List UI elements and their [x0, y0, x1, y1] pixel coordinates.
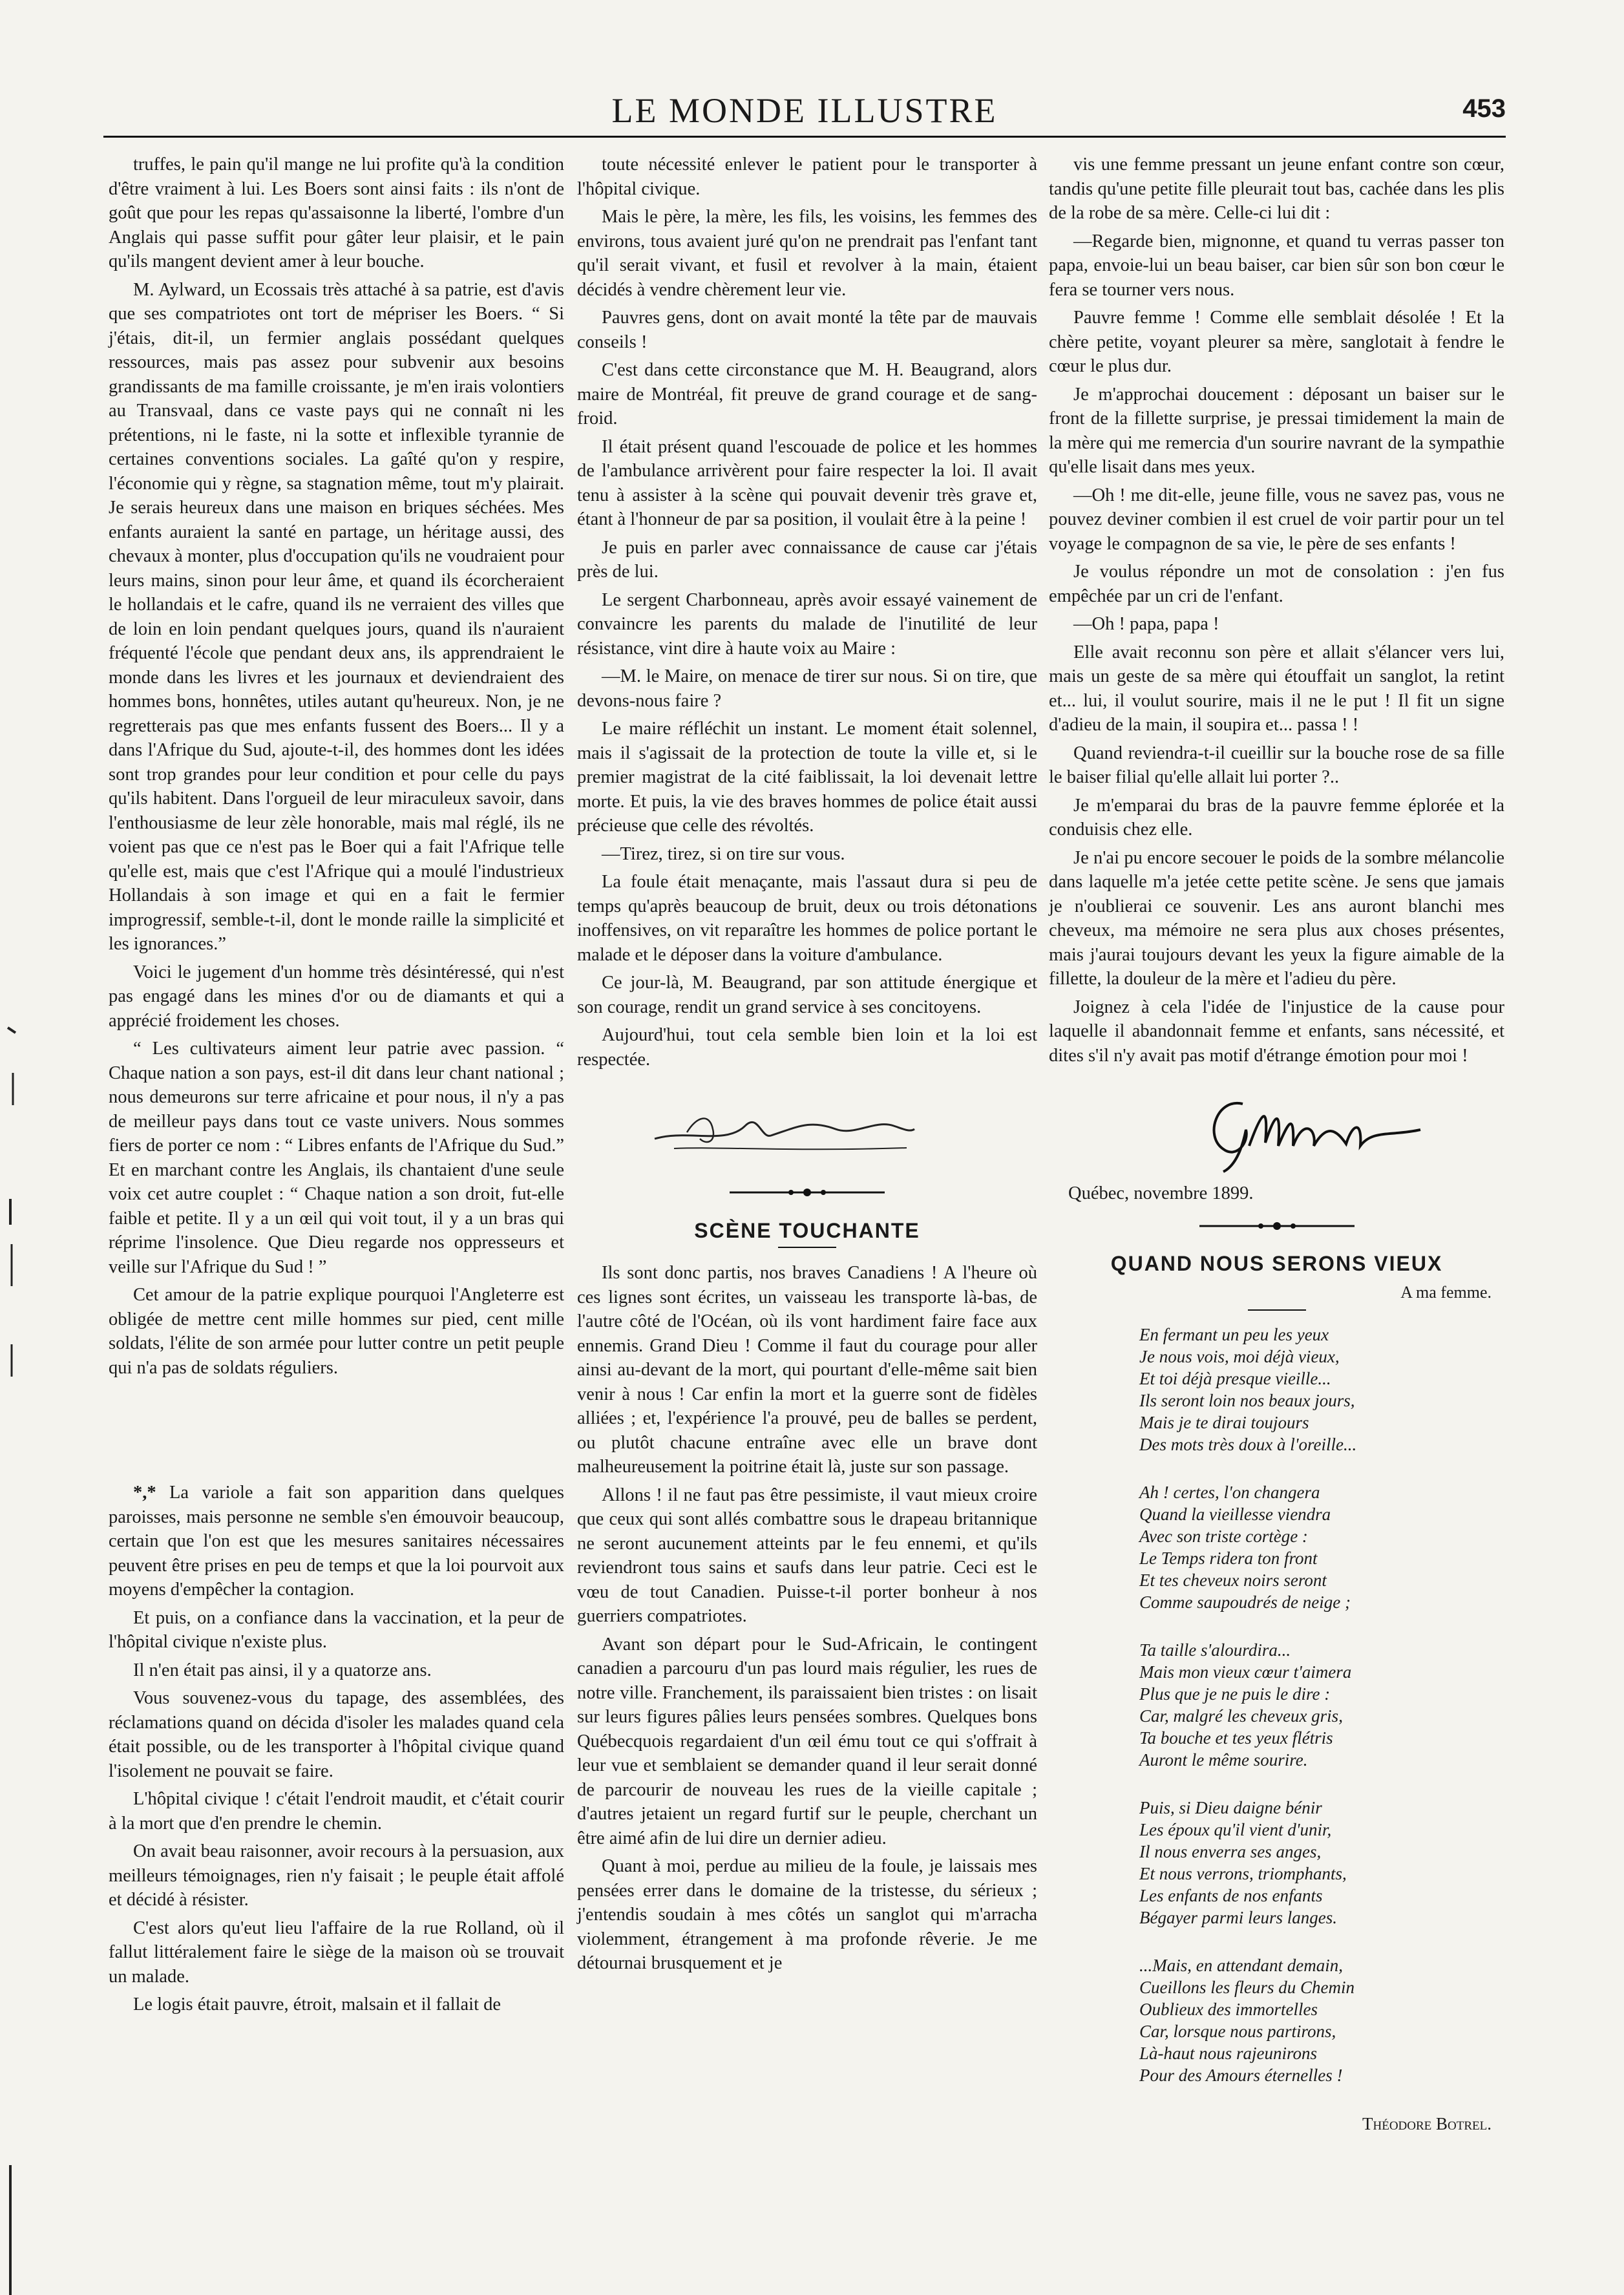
paragraph: Cet amour de la patrie explique pourquoi l'Angleterre est obligée de mettre cent mille hommes sur pied, cent mille soldats, l'élite de son armée pour lutter contre un petit peuple qui n'a pas de soldats réguliers. [109, 1285, 564, 1378]
paragraph: Le sergent Charbonneau, après avoir essayé vainement de convaincre les parents du malade de l'inutilité de leur résistance, vint dire à haute voix au Maire : [577, 589, 1037, 659]
poem-line: Et nous verrons, triomphants, [1139, 1864, 1347, 1883]
paragraph: Voici le jugement d'un homme très désintéressé, qui n'est pas engagé dans les mines d'or ou de diamants et qui a apprécié froidement les choses. [109, 962, 564, 1031]
handwritten-signature-icon [648, 1094, 920, 1165]
poem-author: Théodore Botrel. [1362, 2114, 1492, 2133]
column-1-article [109, 153, 564, 1380]
paragraph: Pauvres gens, dont on avait monté la tête par de mauvais conseils ! [577, 308, 1037, 352]
paragraph: Le maire réfléchit un instant. Le moment était solennel, mais il s'agissait de la protection de toute la ville et, si le premier magistrat de la cité faiblissait, la loi devenait lettre morte. Et puis, la vie des braves hommes de police était aussi précieuse que celle des révoltés. [577, 719, 1037, 836]
poem-stanza [1139, 1481, 1504, 1613]
paragraph: Quand reviendra-t-il cueillir sur la bouche rose de sa fille le baiser filial qu'elle allait lui porter ?.. [1049, 743, 1504, 787]
title-underline [778, 1247, 836, 1248]
poem-line: Ils seront loin nos beaux jours, [1139, 1391, 1355, 1410]
poem-line: Ah ! certes, l'on changera [1139, 1483, 1320, 1502]
paragraph: vis une femme pressant un jeune enfant contre son cœur, tandis qu'une petite fille pleurait tout bas, cachée dans les plis de la robe de sa mère. Celle-ci lui dit : [1049, 154, 1504, 223]
poem-line: Oublieux des immortelles [1139, 2000, 1318, 2019]
paragraph: L'hôpital civique ! c'était l'endroit maudit, et c'était courir à la mort que d'en prendre le chemin. [109, 1789, 564, 1834]
paragraph: “ Les cultivateurs aiment leur patrie avec passion. “ Chaque nation a son pays, est-il dit dans leur chant national ; nous demeurons sur terre africaine et pour nous, il n'y a pas de meilleur pays dans tout ce vaste univers. Nous sommes fiers de porter ce nom : “ Libres enfants de l'Afrique du Sud.” Et en marchant contre les Anglais, ils chantaient d'une seule voix cet autre couplet : “ Chaque nation a son droit, fut-elle faible et petite. Il y a un œil qui voit tout, il y a un bras qui réprime l'insolence. Que Dieu regarde nos oppresseurs et veille sur l'Afrique du Sud ! ” [109, 1039, 564, 1277]
poem-line: Le Temps ridera ton front [1139, 1549, 1318, 1568]
column-2 [577, 153, 1037, 1980]
poem-line: Puis, si Dieu daigne bénir [1139, 1798, 1322, 1817]
paragraph: Vous souvenez-vous du tapage, des assemblées, des réclamations quand on décida d'isoler les malades quand cela était possible, ou de les transporter à l'hôpital civique quand l'isolement ne pouvait se faire. [109, 1688, 564, 1781]
poem-line: Les époux qu'il vient d'unir, [1139, 1820, 1332, 1839]
paragraph: toute nécessité enlever le patient pour le transporter à l'hôpital civique. [577, 154, 1037, 199]
paragraph: Et puis, on a confiance dans la vaccination, et la peur de l'hôpital civique n'existe plus. [109, 1607, 564, 1652]
poem-title: QUAND NOUS SERONS VIEUX [1110, 1252, 1443, 1275]
column-1-brief [109, 1481, 564, 2017]
scene-article [577, 1261, 1037, 1976]
paragraph: —Regarde bien, mignonne, et quand tu verras passer ton papa, envoie-lui un beau baiser, car bien sûr son bon cœur le fera se tourner vers nous. [1049, 231, 1504, 300]
paragraph: Je n'ai pu encore secouer le poids de la sombre mélancolie dans laquelle m'a jetée cette petite scène. Je sens que jamais je n'oublierai ce souvenir. Les ans auront blanchi mes cheveux, ma mémoire ne sera plus aux choses présentes, mais j'aurai toujours devant les yeux la figure aimable de la fillette, la douleur de la mère et l'adieu du père. [1049, 847, 1504, 989]
poem-line: Je nous vois, moi déjà vieux, [1139, 1347, 1340, 1366]
paragraph: Aujourd'hui, tout cela semble bien loin et la loi est respectée. [577, 1025, 1037, 1070]
paragraph: Il n'en était pas ainsi, il y a quatorze ans. [133, 1660, 432, 1680]
paragraph-text: La variole a fait son apparition dans quelques paroisses, mais personne ne semble s'en émouvoir beaucoup, certain que l'on est que les mesures sanitaires nécessaires peuvent être prises en peu de temps et que la loi pourvoit aux moyens d'empêcher la contagion. [109, 1483, 564, 1600]
title-underline [1248, 1309, 1306, 1311]
paragraph: C'est alors qu'eut lieu l'affaire de la rue Rolland, où il fallut littéralement faire le siège de la maison où se trouvait un malade. [109, 1918, 564, 1987]
poem-line: Et tes cheveux noirs seront [1139, 1571, 1327, 1590]
ornament-divider [1049, 1215, 1504, 1240]
poem-line: Ta bouche et tes yeux flétris [1139, 1728, 1333, 1748]
masthead [103, 90, 1506, 136]
poem-line: Des mots très doux à l'oreille... [1139, 1435, 1357, 1454]
paragraph: Je m'emparai du bras de la pauvre femme éplorée et la conduisis chez elle. [1049, 795, 1504, 840]
column-2-article [577, 153, 1037, 1072]
paragraph: M. Aylward, un Ecossais très attaché à sa patrie, est d'avis que ses compatriotes ont tort de mépriser les Boers. “ Si j'étais, dit-il, un fermier anglais possédant quelques ressources, mais pas assez pour subvenir aux besoins grandissants de ma famille croissante, je m'en irais volontiers au Transvaal, dans ce vaste pays qui ne connaît ni les prétentions, ni le faste, ni la sotte et inflexible tyrannie de certaines conventions sociales. La gaîté qu'on y respire, l'économie qui y règne, sa stagnation même, tout m'y plairait. Je serais heureux dans une maison en briques séchées. Mes enfants auraient la santé en partage, un héritage aussi, des chevaux à monter, plus d'occupation qu'ils ne voudraient pour leurs mains, sinon pour leur âme, et quand ils écorcheraient le hollandais et le cafre, quand ils ne verraient des villes que de loin en loin pendant quelques jours, quand ils n'auraient fréquenté l'école que pendant deux ans, ils apprendraient le monde dans les livres et les journaux et deviendraient des hommes bons, honnêtes, utiles autant qu'heureux. Non, je ne regretterais pas que mes enfants fussent des Boers... Il y a dans l'Afrique du Sud, ajoute-t-il, des hommes dont les idées sont trop grandes pour leur condition et pour celle du pays qu'ils habitent. Dans l'orgueil de leur miraculeux savoir, dans l'enthousiasme de leur zèle honorable, mais mal réglé, ils ne voient pas que ce n'est pas le Boer qui a fait l'Afrique telle qu'elle est, mais que c'est l'Afrique qui a moulé l'industrieux Hollandais à son image et qui en a fait le fermier improgressif, semble-t-il, dont le monde raille la simplicité et les ignorances.” [109, 279, 564, 954]
handwritten-signature-icon [1197, 1084, 1430, 1175]
poem-line: Comme saupoudrés de neige ; [1139, 1592, 1351, 1612]
paragraph: —Oh ! me dit-elle, jeune fille, vous ne savez pas, vous ne pouvez deviner combien il est cruel de voir partir pour un tel voyage le compagnon de sa vie, le père de ses enfants ! [1049, 485, 1504, 554]
poem-line: Pour des Amours éternelles ! [1139, 2066, 1343, 2085]
paragraph: Je m'approchai doucement : déposant un baiser sur le front de la fillette surprise, je pressai timidement la main de la mère qui me remercia d'un sourire navrant de la sympathie qu'elle lisait dans mes yeux. [1049, 384, 1504, 477]
gilberte-signature-image [1049, 1072, 1504, 1181]
paragraph: —Tirez, tirez, si on tire sur vous. [602, 843, 845, 864]
poem-stanza [1139, 1324, 1504, 1455]
column-gap [109, 1384, 564, 1481]
paragraph: Ce jour-là, M. Beaugrand, par son attitude énergique et son courage, rendit un grand service à ses concitoyens. [577, 973, 1037, 1017]
poem-line: ...Mais, en attendant demain, [1139, 1956, 1343, 1975]
poem-line: Ta taille s'alourdira... [1139, 1640, 1291, 1660]
margin-marks [0, 0, 39, 2295]
dateline: Québec, novembre 1899. [1068, 1183, 1254, 1203]
poem-line: Mais mon vieux cœur t'aimera [1139, 1662, 1352, 1682]
paragraph: Mais le père, la mère, les fils, les voisins, les femmes des environs, tous avaient juré qu'on ne prendrait pas l'enfant tant qu'il serait vivant, et fusil et revolver à la main, étaient décidés à vendre chèrement leur vie. [577, 207, 1037, 300]
section-title: SCÈNE TOUCHANTE [694, 1218, 920, 1242]
paragraph: truffes, le pain qu'il mange ne lui profite qu'à la condition d'être vraiment à lui. Les Boers sont ainsi faits : ils n'ont de goût que pour les repas qu'assaisonne la liberté, l'ombre d'un Anglais qui passe suffit pour gâter leur plaisir, et le pain qu'ils mangent devient amer à leur bouche. [109, 154, 564, 271]
paragraph: Je puis en parler avec connaissance de cause car j'étais près de lui. [577, 537, 1037, 582]
poem-line: Car, malgré les cheveux gris, [1139, 1706, 1343, 1726]
poem-stanza [1139, 1639, 1504, 1771]
signature-image [577, 1075, 1037, 1172]
poem-line: En fermant un peu les yeux [1139, 1325, 1329, 1344]
paragraph: Avant son départ pour le Sud-Africain, le contingent canadien a parcouru d'un pas lourd mais régulier, les rues de notre ville. Franchement, ils paraissaient bien tristes : on lisait sur leurs figures pâlies leurs pensées sombres. Quelques bons Québecquois regardaient d'un œil ému tout ce qui s'offrait à leur vue et semblaient se demander quand il leur serait donné de parcourir de nouveau les rues de la vieille capitale ; d'autres jetaient un regard furtif sur le peuple, cherchant un être aimé afin de lui dire un dernier adieu. [577, 1634, 1037, 1848]
paragraph [109, 1481, 564, 1602]
page-number: 453 [1462, 94, 1506, 123]
ornament-divider [577, 1181, 1037, 1206]
poem-line: Avec son triste cortège : [1139, 1527, 1308, 1546]
paragraph: Elle avait reconnu son père et allait s'élancer vers lui, mais un geste de sa mère qui étouffait un sanglot, la retint et... lui, il voulut sourire, mais il ne le put ! Il fit un signe d'adieu de la main, il soupira et... passa ! ! [1049, 642, 1504, 735]
paragraph: Allons ! il ne faut pas être pessimiste, il vaut mieux croire que ceux qui sont allés combattre sous le drapeau britannique ne seront aucunement atteints par le feu ennemi, et qu'ils reviendront tous sains et saufs dans leur patrie. Ceci est le vœu de tout Canadien. Puisse-t-il porter bonheur à nos guerriers compatriotes. [577, 1485, 1037, 1626]
paragraph: Pauvre femme ! Comme elle semblait désolée ! Et la chère petite, voyant pleurer sa mère, sanglotait à fendre le cœur le plus dur. [1049, 308, 1504, 376]
column-1 [109, 153, 564, 2021]
paragraph: Quant à moi, perdue au milieu de la foule, je laissais mes pensées errer dans le domaine de la tristesse, du sérieux ; j'entendis soudain à mes côtés un sanglot qui m'arracha violemment, étrangement à ma profonde rêverie. Je me détournai brusquement et je [577, 1856, 1037, 1973]
paragraph: C'est dans cette circonstance que M. H. Beaugrand, alors maire de Montréal, fit preuve de grand courage et de sang-froid. [577, 360, 1037, 428]
poem-line: Quand la vieillesse viendra [1139, 1505, 1331, 1524]
paragraph: La foule était menaçante, mais l'assaut dura si peu de temps qu'après beaucoup de bruit, deux ou trois détonations inoffensives, on vit reparaître les hommes de police portant le malade et le déposer dans la voiture d'ambulance. [577, 872, 1037, 965]
poem-line: Les enfants de nos enfants [1139, 1886, 1323, 1905]
asterism: *,* [133, 1483, 156, 1503]
paragraph: Il était présent quand l'escouade de police et les hommes de l'ambulance arrivèrent pour faire respecter la loi. Il avait tenu à assister à la scène qui pouvait devenir très grave et, étant à l'honneur de par sa position, il voulait être à la peine ! [577, 436, 1037, 529]
paragraph: —M. le Maire, on menace de tirer sur nous. Si on tire, que devons-nous faire ? [577, 666, 1037, 711]
poem-dedication: A ma femme. [1400, 1282, 1492, 1302]
paragraph: Le logis était pauvre, étroit, malsain et il fallait de [133, 1994, 501, 2015]
column-3-article [1049, 153, 1504, 1068]
paragraph: On avait beau raisonner, avoir recours à la persuasion, aux meilleurs témoignages, rien n'y faisait ; le peuple était affolé et décidé à résister. [109, 1841, 564, 1910]
poem-line: Plus que je ne puis le dire : [1139, 1684, 1331, 1704]
poem-line: Bégayer parmi leurs langes. [1139, 1908, 1337, 1927]
poem-stanza [1139, 1797, 1504, 1929]
poem-line: Car, lorsque nous partirons, [1139, 2022, 1336, 2041]
poem-line: Auront le même sourire. [1139, 1750, 1308, 1770]
poem-line: Et toi déjà presque vieille... [1139, 1369, 1331, 1388]
poem [1049, 1324, 1504, 2086]
poem-stanza [1139, 1954, 1504, 2086]
poem-line: Il nous enverra ses anges, [1139, 1842, 1322, 1861]
poem-line: Mais je te dirai toujours [1139, 1413, 1309, 1432]
poem-line: Là-haut nous rajeunirons [1139, 2044, 1318, 2063]
paragraph: —Oh ! papa, papa ! [1073, 614, 1219, 634]
poem-line: Cueillons les fleurs du Chemin [1139, 1978, 1355, 1997]
column-3 [1049, 153, 1504, 2137]
header-rule [103, 136, 1506, 138]
paragraph: Joignez à cela l'idée de l'injustice de la cause pour laquelle il abandonnait femme et enfants, sans nécessité, et dites s'il n'y avait pas motif d'étrange émotion pour moi ! [1049, 997, 1504, 1066]
newspaper-title: LE MONDE ILLUSTRE [611, 91, 998, 130]
paragraph: Ils sont donc partis, nos braves Canadiens ! A l'heure où ces lignes sont écrites, un vaisseau les transporte là-bas, de l'autre côté de l'Océan, où ils vont hardiment faire face aux ennemis. Grand Dieu ! Comme il faut du courage pour aller ainsi au-devant de la mort, qui pourtant d'elle-même sait bien venir à nous ! Car enfin la mort et la guerre sont de fidèles alliées ; et, l'expérience l'a prouvé, peu de balles se perdent, ou plutôt chacune entraîne avec elle un brave dont malheureusement la poitrine était là, juste sur son passage. [577, 1263, 1037, 1477]
paragraph: Je voulus répondre un mot de consolation : j'en fus empêchée par un cri de l'enfant. [1049, 562, 1504, 606]
